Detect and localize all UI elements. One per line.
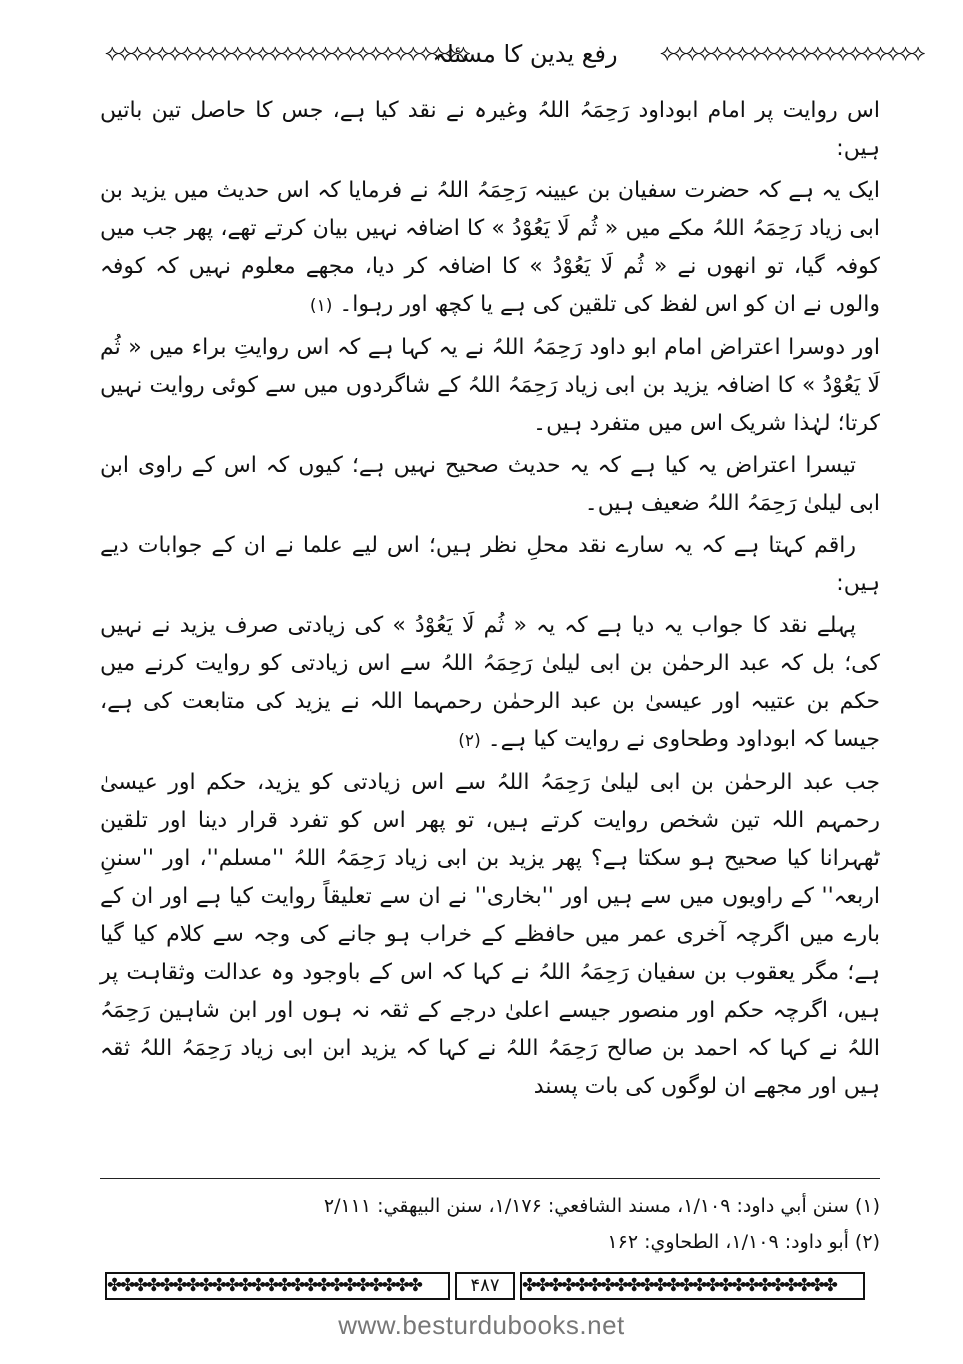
footer-ornament-right: ✤✤✤✤✤✤✤✤✤✤✤✤✤✤✤✤✤✤✤✤✤✤✤✤ (520, 1272, 865, 1300)
footnote-ref[interactable]: (۲) (458, 731, 481, 751)
page-number: ۴۸۷ (455, 1272, 515, 1300)
watermark-url: www.besturdubooks.net (338, 1310, 625, 1340)
paragraph (100, 607, 880, 760)
footer-ornament-left: ✤✤✤✤✤✤✤✤✤✤✤✤✤✤✤✤✤✤✤✤✤✤✤✤ (105, 1272, 450, 1300)
paragraph: اس روایت پر امام ابوداود رَحِمَہُ اللہُ وغیرہ نے نقد کیا ہے، جس کا حاصل تین باتیں ہیں: (100, 98, 880, 161)
paragraph: تیسرا اعتراض یہ کیا ہے کہ یہ حدیث صحیح نہیں ہے؛ کیوں کہ اس کے راوی ابن ابی لیلیٰ رَحِمَہُ اللہُ ضعیف ہیں۔ (100, 453, 880, 516)
footnote-ref[interactable]: (۱) (309, 296, 333, 316)
paragraph-text: ایک یہ ہے کہ حضرت سفیان بن عیینہ رَحِمَہُ اللہُ نے فرمایا کہ اس حدیث میں یزید بن ابی زیاد رَحِمَہُ اللہُ مکے میں « ثُم لَا یَعُوْدُ » کا اضافہ نہیں بیان کرتے تھے، پھر جب میں کوفہ گیا، تو انھوں نے « ثُم لَا یَعُوْدُ » کا اضافہ کر دیا، مجھے معلوم نہیں کہ کوفہ والوں نے ان کو اس لفظ کی تلقین کی ہے یا کچھ اور رہوا۔ (100, 178, 880, 317)
paragraph-text: پہلے نقد کا جواب یہ دیا ہے کہ یہ « ثُم لَا یَعُوْدُ » کی زیادتی صرف یزید نے نہیں کی؛ بل کہ عبد الرحمٰن بن ابی لیلیٰ رَحِمَہُ اللہُ سے اس زیادتی کو روایت کرنے میں حکم بن عتیبہ اور عیسیٰ بن عبد الرحمٰن رحمہما اللہ نے یزید کی متابعت کی ہے، جیسا کہ ابوداود وطحاوی نے روایت کیا ہے۔ (100, 613, 880, 752)
paragraph: راقم کہتا ہے کہ یہ سارے نقد محلِ نظر ہیں؛ اس لیے علما نے ان کے جوابات دیے ہیں: (100, 533, 880, 596)
paragraph: جب عبد الرحمٰن بن ابی لیلیٰ رَحِمَہُ اللہُ سے اس زیادتی کو یزید، حکم اور عیسیٰ رحمہم اللہ تین شخص روایت کرتے ہیں، تو پھر اس کو تفرد قرار دینا اور تلقین ٹھہرانا کیا صحیح ہو سکتا ہے؟ پھر یزید بن ابی زیاد رَحِمَہُ اللہُ ''مسلم''، اور ''سننِ اربعہ'' کے راویوں میں سے ہیں اور ''بخاری'' نے ان سے تعلیقاً روایت کیا ہے اور ان کے بارے میں اگرچہ آخری عمر میں حافظے کے خراب ہو جانے کی وجہ سے کلام کیا گیا ہے؛ مگر یعقوب بن سفیان رَحِمَہُ اللہُ نے کہا کہ اس کے باوجود وہ عدالت وثقاہت پر ہیں، اگرچہ حکم اور منصور جیسے اعلیٰ درجے کے ثقہ نہ ہوں اور ابن شاہین رَحِمَہُ اللہُ نے کہا کہ احمد بن صالح رَحِمَہُ اللہُ نے کہا کہ یزید ابن ابی زیاد رَحِمَہُ اللہُ ثقہ ہیں اور مجھے ان لوگوں کی بات پسند (100, 770, 880, 1099)
page-footer (105, 1272, 865, 1302)
footnotes (100, 1188, 880, 1260)
chapter-title: رفع یدین کا مسئلہ (432, 40, 618, 68)
header-ornament-left: ⟡⟡⟡⟡⟡⟡⟡⟡⟡⟡⟡⟡⟡⟡⟡⟡⟡⟡⟡⟡⟡⟡⟡⟡⟡⟡⟡⟡⟡ (105, 41, 469, 66)
paragraph (100, 172, 880, 325)
header-ornament-right: ⟡⟡⟡⟡⟡⟡⟡⟡⟡⟡⟡⟡⟡⟡⟡⟡⟡⟡⟡⟡⟡ (660, 41, 924, 66)
paragraph: اور دوسرا اعتراض امام ابو داود رَحِمَہُ اللہُ نے یہ کہا ہے کہ اس روایتِ براء میں « ثُم لَا یَعُوْدُ » کا اضافہ یزید بن ابی زیاد رَحِمَہُ اللہُ کے شاگردوں میں سے کوئی روایت نہیں کرتا؛ لہٰذا شریک اس میں متفرد ہیں۔ (100, 335, 880, 436)
footnote-1: (۱) سنن أبي داود: ۱/۱۰۹، مسند الشافعي: ۱/۱۷۶، سنن البيهقي: ۲/۱۱۱ (323, 1195, 880, 1217)
page-header (105, 34, 924, 74)
footnote-2: (۲) أبو داود: ۱/۱۰۹، الطحاوي: ۱۶۲ (607, 1231, 880, 1253)
main-text (100, 92, 880, 1110)
footnote-divider (100, 1178, 880, 1179)
